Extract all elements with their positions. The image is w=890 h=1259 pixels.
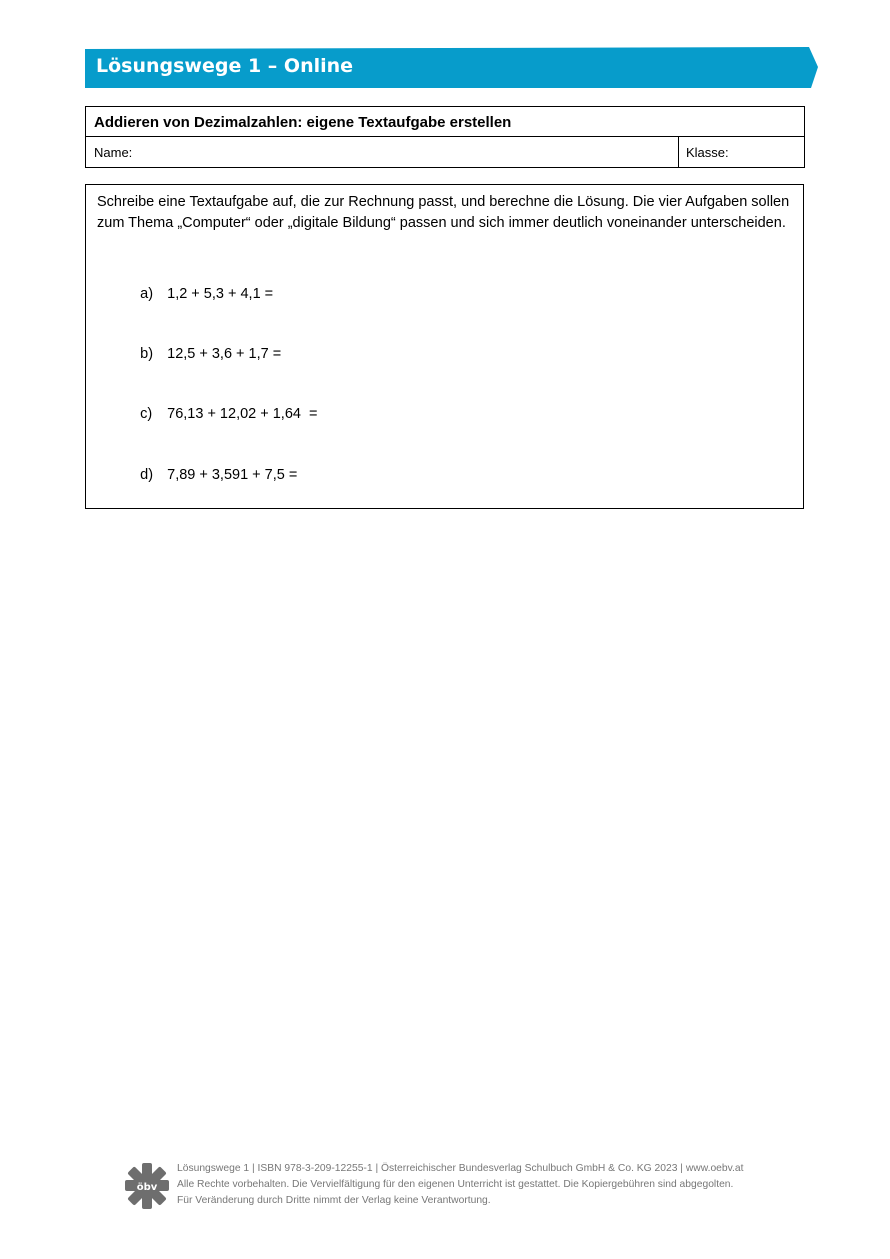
exercise-expression: 7,89 + 3,591 + 7,5 = [167, 467, 298, 483]
exercise-c [124, 390, 318, 438]
worksheet-header [85, 106, 805, 168]
exercise-b [124, 330, 281, 378]
worksheet-title: Addieren von Dezimalzahlen: eigene Textaufgabe erstellen [86, 107, 804, 137]
footer-line-2: Alle Rechte vorbehalten. Die Vervielfältigung für den eigenen Unterricht ist gestattet. Die Kopiergebühren sind abgegolten. [177, 1179, 734, 1190]
exercise-expression: 1,2 + 5,3 + 4,1 = [167, 286, 274, 302]
page-footer [125, 1161, 785, 1213]
class-field[interactable]: Klasse: [686, 145, 729, 160]
exercise-label: b) [140, 346, 154, 362]
footer-line-1: Lösungswege 1 | ISBN 978-3-209-12255-1 | Österreichischer Bundesverlag Schulbuch GmbH & Co. KG 2023 | www.oebv.at [177, 1163, 744, 1174]
name-field[interactable]: Name: [86, 137, 679, 167]
exercise-d [124, 451, 297, 499]
logo-text: öbv [136, 1182, 158, 1193]
task-instructions: Schreibe eine Textaufgabe auf, die zur Rechnung passt, und berechne die Lösung. Die vier Aufgaben sollen zum Thema „Computer“ oder „digitale Bildung“ passen und sich immer deutlich voneinander unterscheiden. [97, 194, 790, 231]
exercise-label: c) [140, 406, 153, 422]
task-box [85, 184, 804, 509]
footer-text [177, 1161, 743, 1209]
student-info-row [86, 137, 804, 167]
exercise-a [124, 270, 273, 318]
exercise-label: a) [140, 286, 154, 302]
exercise-expression: 12,5 + 3,6 + 1,7 = [167, 346, 282, 362]
exercise-label: d) [140, 467, 154, 483]
exercise-expression: 76,13 + 12,02 + 1,64 = [167, 406, 318, 422]
banner-title: Lösungswege 1 – Online [96, 55, 354, 77]
header-banner [85, 47, 818, 88]
footer-line-3: Für Veränderung durch Dritte nimmt der Verlag keine Verantwortung. [177, 1195, 491, 1206]
oebv-logo-icon [125, 1163, 169, 1209]
